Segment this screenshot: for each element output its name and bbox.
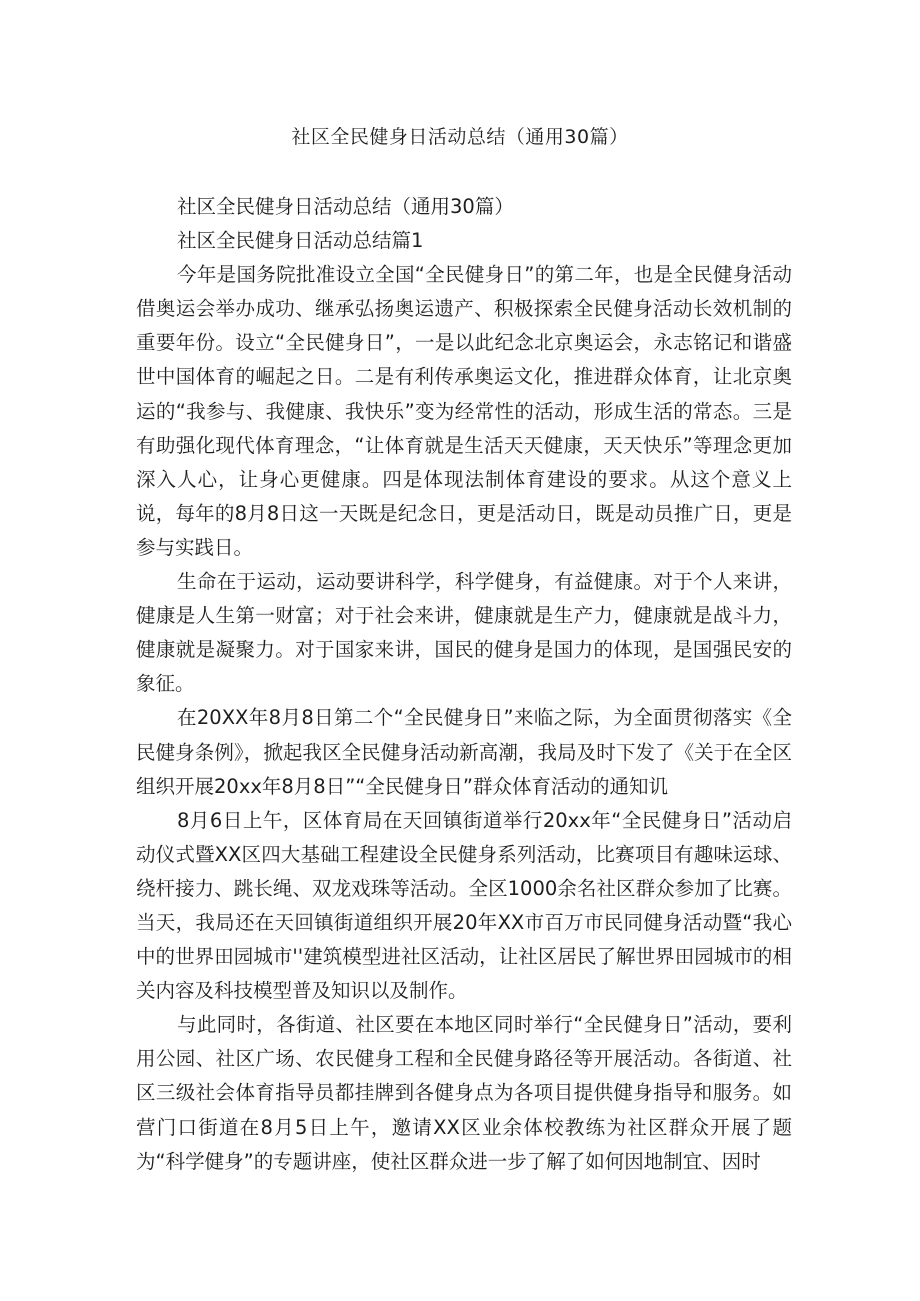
body-paragraph: 在20XX年8月8日第二个“全民健身日”来临之际，为全面贯彻落实《全民健身条例》，掀起我区全民健身活动新高潮，我局及时下发了《关于在全区组织开展20xx年8月8日”“全民健身日”群众体育活动的通知讥 (136, 706, 792, 798)
body-paragraph: 8月6日上午，区体育局在天回镇街道举行20xx年“全民健身日”活动启动仪式暨XX区四大基础工程建设全民健身系列活动，比赛项目有趣味运球、绕杆接力、跳长绳、双龙戏珠等活动。全区1000余名社区群众参加了比赛。当天，我局还在天回镇街道组织开展20年XX市百万市民同健身活动暨“我心中的世界田园城市''建筑模型进社区活动，让社区居民了解世界田园城市的相关内容及科技模型普及知识以及制作。 (136, 808, 792, 1003)
document-body (136, 190, 792, 1179)
body-paragraph: 今年是国务院批准设立全国“全民健身日”的第二年，也是全民健身活动借奥运会举办成功、继承弘扬奥运遗产、积极探索全民健身活动长效机制的重要年份。设立“全民健身日”，一是以此纪念北京奥运会，永志铭记和谐盛世中国体育的崛起之日。二是有利传承奥运文化，推进群众体育，让北京奥运的“我参与、我健康、我快乐”变为经常性的活动，形成生活的常态。三是有助强化现代体育理念，“让体育就是生活天天健康，天天快乐”等理念更加深入人心，让身心更健康。四是体现法制体育建设的要求。从这个意义上说，每年的8月8日这一天既是纪念日，更是活动日，既是动员推广日，更是参与实践日。 (136, 263, 792, 559)
document-subtitle: 社区全民健身日活动总结（通用30篇） (177, 195, 514, 218)
section-heading: 社区全民健身日活动总结篇1 (177, 229, 424, 253)
body-paragraph: 生命在于运动，运动要讲科学，科学健身，有益健康。对于个人来讲，健康是人生第一财富；对于社会来讲，健康就是生产力，健康就是战斗力，健康就是凝聚力。对于国家来讲，国民的健身是国力的体现，是国强民安的象征。 (136, 570, 792, 696)
document-title: 社区全民健身日活动总结（通用30篇） (291, 126, 629, 148)
body-paragraph: 与此同时，各街道、社区要在本地区同时举行“全民健身日”活动，要利用公园、社区广场、农民健身工程和全民健身路径等开展活动。各街道、社区三级社会体育指导员都挂牌到各健身点为各项目提供健身指导和服务。如营门口街道在8月5日上午，邀请XX区业余体校教练为社区群众开展了题为“科学健身”的专题讲座，使社区群众进一步了解了如何因地制宜、因时 (136, 1013, 792, 1173)
